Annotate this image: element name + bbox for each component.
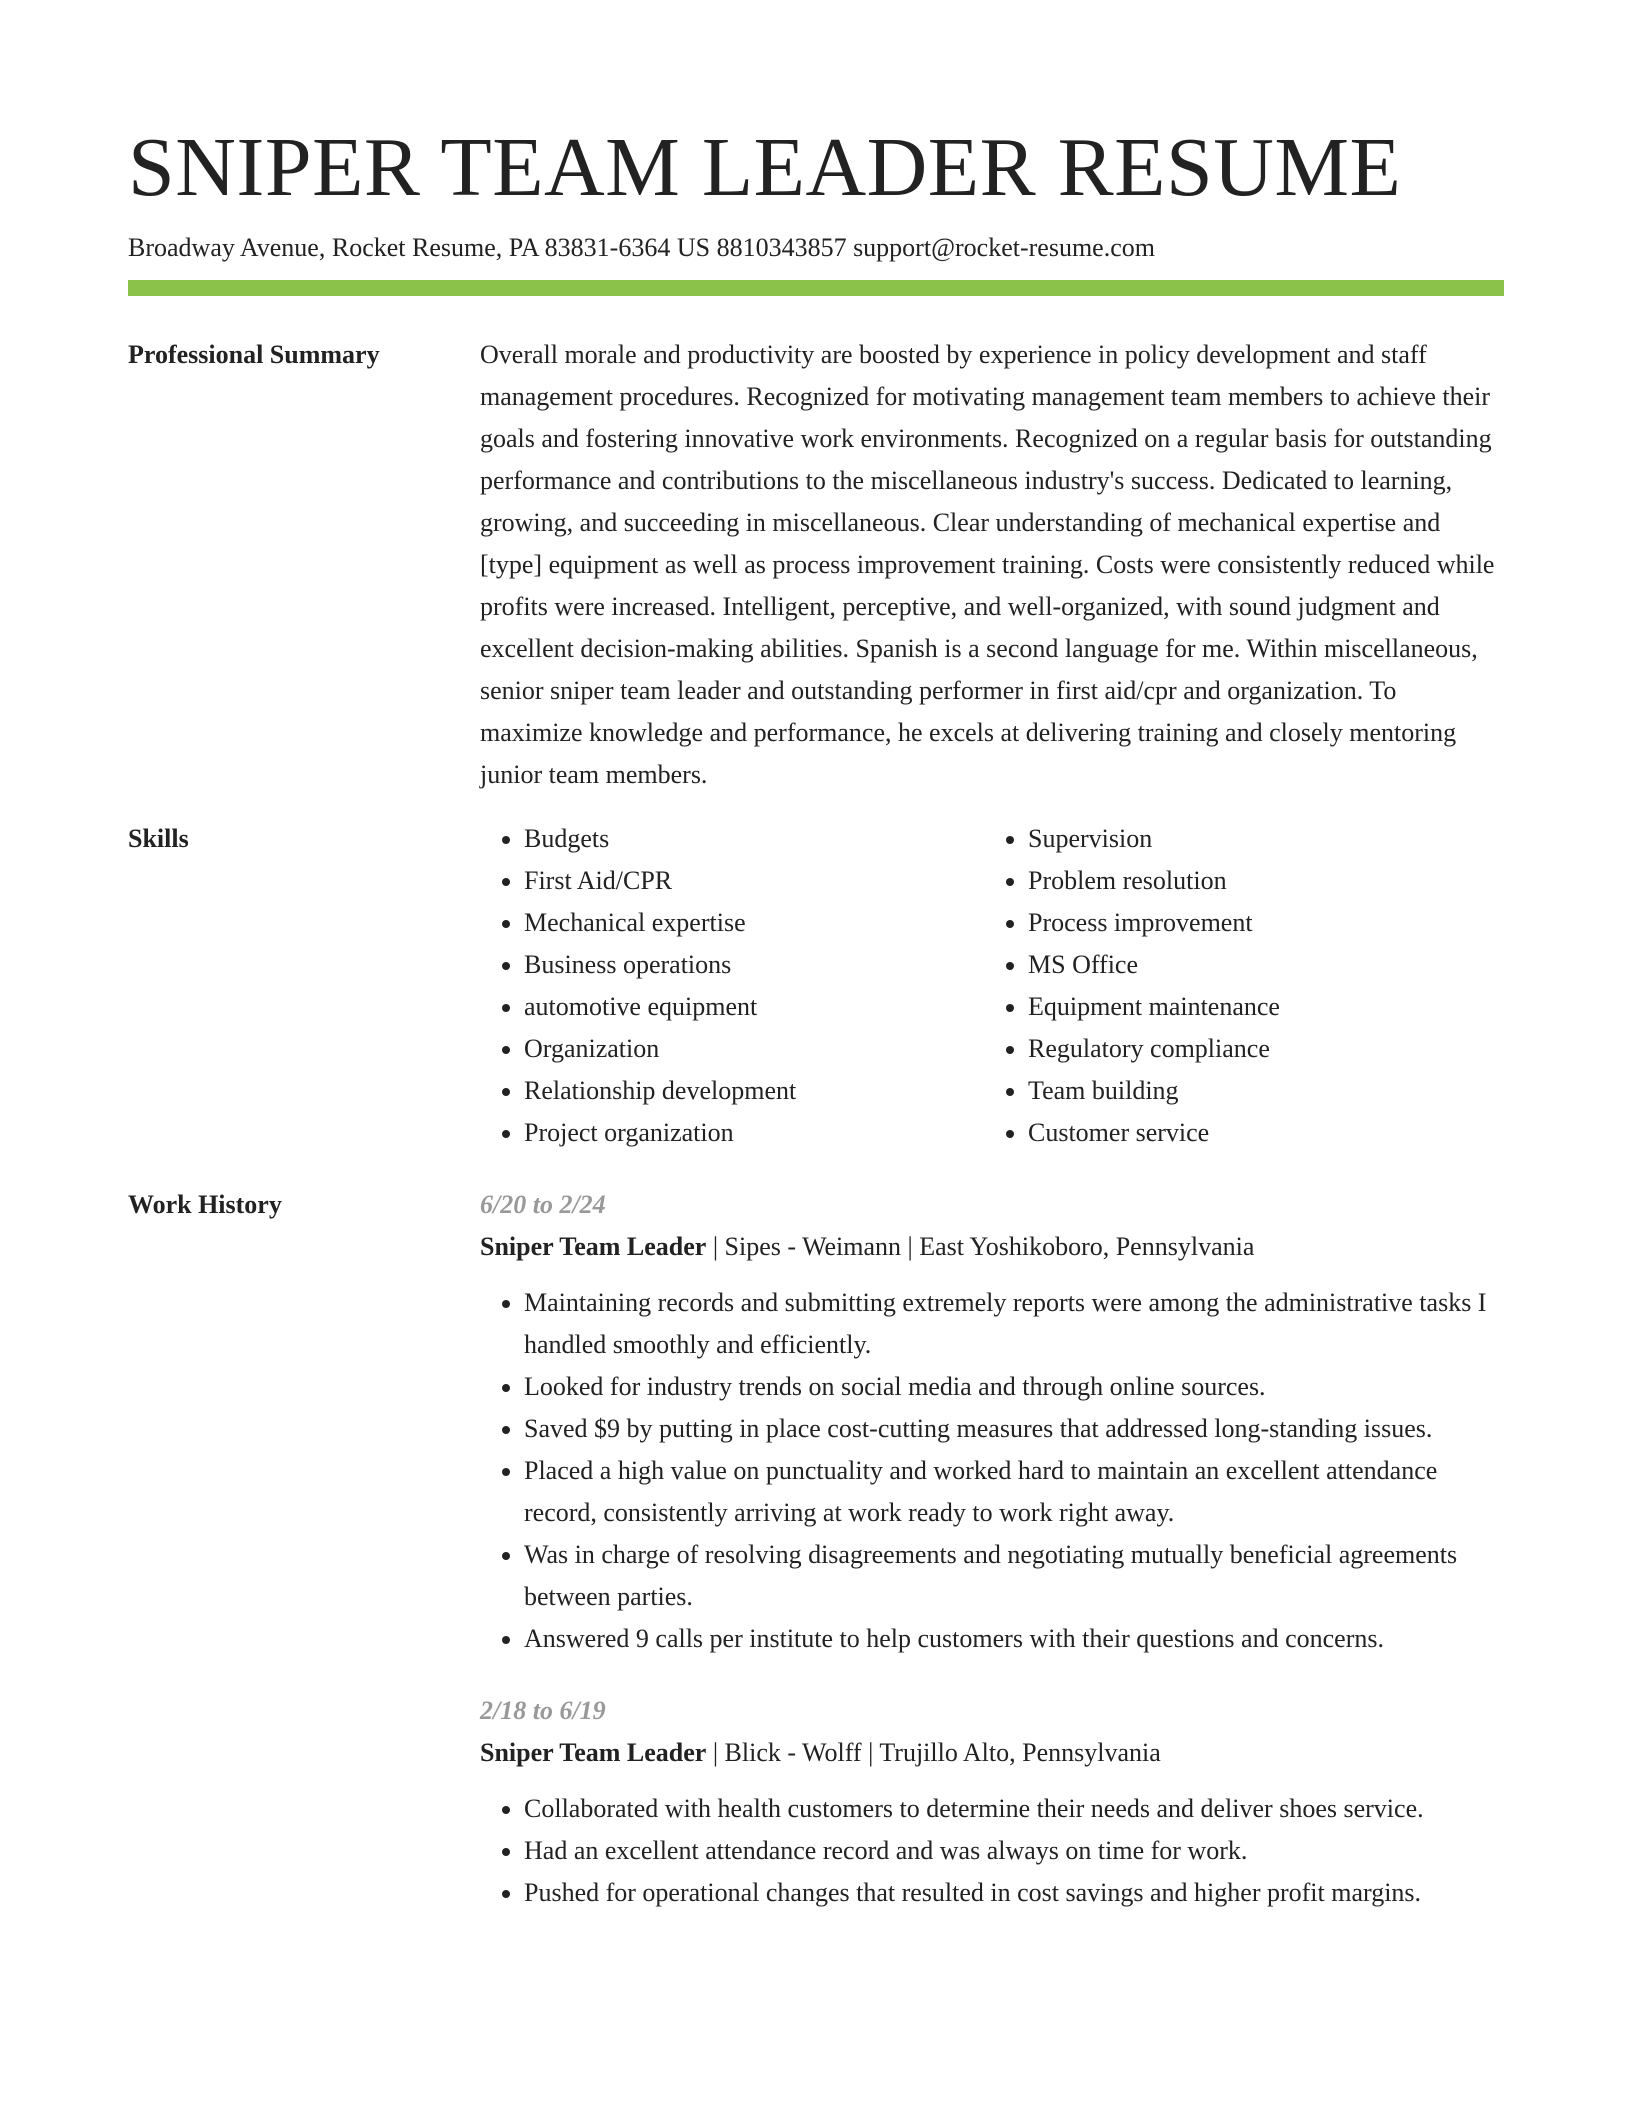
- job-title-line: [480, 1226, 1504, 1268]
- skill-item: • automotive equipment: [524, 986, 984, 1028]
- job-entry: [480, 1690, 1504, 1914]
- skill-item: • Team building: [1028, 1070, 1488, 1112]
- job-bullet: • Looked for industry trends on social media and through online sources.: [524, 1366, 1504, 1408]
- skill-item: • Budgets: [524, 818, 984, 860]
- job-employer-location: | Sipes - Weimann | East Yoshikoboro, Pennsylvania: [706, 1232, 1255, 1261]
- skill-item: • Relationship development: [524, 1070, 984, 1112]
- skill-item: • Project organization: [524, 1112, 984, 1154]
- summary-body: [480, 334, 1504, 796]
- skill-item: • Process improvement: [1028, 902, 1488, 944]
- resume-title: SNIPER TEAM LEADER RESUME: [128, 121, 1402, 214]
- job-bullet: • Had an excellent attendance record and was always on time for work.: [524, 1830, 1504, 1872]
- skill-item: • Business operations: [524, 944, 984, 986]
- skills-section: [128, 818, 1504, 1154]
- job-title: Sniper Team Leader: [480, 1738, 707, 1767]
- job-dates: 6/20 to 2/24: [480, 1190, 606, 1219]
- job-title: Sniper Team Leader: [480, 1232, 707, 1261]
- contact-line: Broadway Avenue, Rocket Resume, PA 83831-6364 US 8810343857 support@rocket-resume.com: [128, 233, 1155, 262]
- summary-heading: Professional Summary: [128, 340, 380, 369]
- skill-item: • Supervision: [1028, 818, 1488, 860]
- job-bullet: • Was in charge of resolving disagreements and negotiating mutually beneficial agreements between parties.: [524, 1534, 1504, 1618]
- job-bullet: • Maintaining records and submitting extremely reports were among the administrative tasks I handled smoothly and efficiently.: [524, 1282, 1504, 1366]
- skill-item: • First Aid/CPR: [524, 860, 984, 902]
- skill-item: • Organization: [524, 1028, 984, 1070]
- summary-section: [128, 334, 1504, 796]
- skills-list-left: [480, 818, 984, 1154]
- skill-item: • MS Office: [1028, 944, 1488, 986]
- skills-heading: Skills: [128, 824, 189, 853]
- job-bullet: • Saved $9 by putting in place cost-cutting measures that addressed long-standing issues.: [524, 1408, 1504, 1450]
- job-employer-location: | Blick - Wolff | Trujillo Alto, Pennsylvania: [706, 1738, 1161, 1767]
- job-bullet: • Pushed for operational changes that resulted in cost savings and higher profit margins.: [524, 1872, 1504, 1914]
- job-bullet: • Placed a high value on punctuality and worked hard to maintain an excellent attendance record, consistently arriving at work ready to work right away.: [524, 1450, 1504, 1534]
- skill-item: • Regulatory compliance: [1028, 1028, 1488, 1070]
- skills-columns: [480, 818, 1504, 1154]
- job-title-line: [480, 1732, 1504, 1774]
- skill-item: • Mechanical expertise: [524, 902, 984, 944]
- accent-divider: [128, 280, 1504, 296]
- job-bullet-list: [480, 1788, 1504, 1914]
- work-history-body: [480, 1184, 1504, 1944]
- job-dates: 2/18 to 6/19: [480, 1696, 606, 1725]
- skills-list-right: [984, 818, 1488, 1154]
- skill-item: • Equipment maintenance: [1028, 986, 1488, 1028]
- summary-text: Overall morale and productivity are boosted by experience in policy development and staff management procedures. Recognized for motivating management team members to achieve their goals and fostering innovative work environments. Recognized on a regular basis for outstanding performance and contributions to the miscellaneous industry's success. Dedicated to learning, growing, and succeeding in miscellaneous. Clear understanding of mechanical expertise and [type] equipment as well as process improvement training. Costs were consistently reduced while profits were increased. Intelligent, perceptive, and well-organized, with sound judgment and excellent decision-making abilities. Spanish is a second language for me. Within miscellaneous, senior sniper team leader and outstanding performer in first aid/cpr and organization. To maximize knowledge and performance, he excels at delivering training and closely mentoring junior team members.: [480, 340, 1495, 789]
- skill-item: • Customer service: [1028, 1112, 1488, 1154]
- job-bullet-list: [480, 1282, 1504, 1660]
- skill-item: • Problem resolution: [1028, 860, 1488, 902]
- job-bullet: • Collaborated with health customers to determine their needs and deliver shoes service.: [524, 1788, 1504, 1830]
- skills-body: [480, 818, 1504, 1154]
- work-history-heading: Work History: [128, 1190, 282, 1219]
- work-history-section: [128, 1184, 1504, 1944]
- job-bullet: • Answered 9 calls per institute to help customers with their questions and concerns.: [524, 1618, 1504, 1660]
- job-entry: [480, 1184, 1504, 1660]
- resume-page: [128, 120, 1504, 1944]
